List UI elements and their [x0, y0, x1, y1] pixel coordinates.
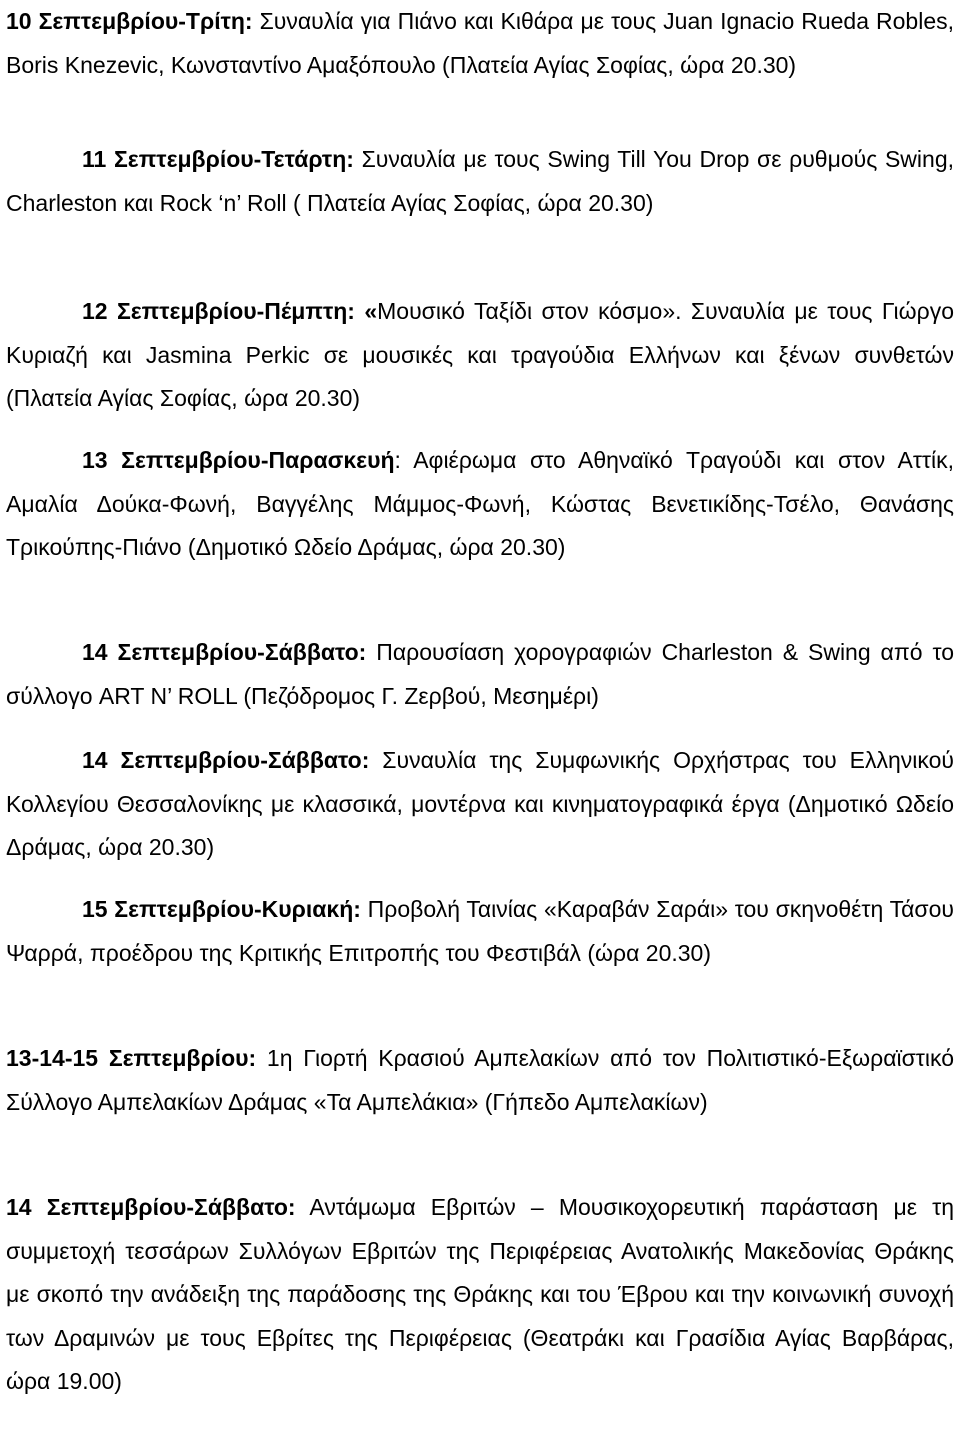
event-date-label: 10 Σεπτεμβρίου-Τρίτη: — [6, 8, 253, 34]
event-entry — [6, 138, 954, 225]
event-entry — [6, 0, 954, 87]
event-date-label: 13-14-15 Σεπτεμβρίου: — [6, 1045, 257, 1071]
event-description: Συναυλία για Πιάνο και Κιθάρα με τους Juan Ignacio Rueda Robles, Boris Knezevic, Κωνσταντίνο Αμαξόπουλο (Πλατεία Αγίας Σοφίας, ώρα 20.30) — [6, 8, 955, 78]
event-date-label: 14 Σεπτεμβρίου-Σάββατο: — [82, 639, 367, 665]
event-entry — [6, 1037, 954, 1124]
event-description: Συναυλία της Συμφωνικής Ορχήστρας του Ελληνικού Κολλεγίου Θεσσαλονίκης με κλασσικά, μοντέρνα και κινηματογραφικά έργα (Δημοτικό Ωδείο Δράμας, ώρα 20.30) — [6, 747, 954, 860]
event-description: Συναυλία με τους Swing Till You Drop σε ρυθμούς Swing, Charleston και Rock ‘n’ Roll ( Πλατεία Αγίας Σοφίας, ώρα 20.30) — [6, 146, 955, 216]
event-description: 1η Γιορτή Κρασιού Αμπελακίων από τον Πολιτιστικό-Εξωραϊστικό Σύλλογο Αμπελακίων Δράμας «Τα Αμπελάκια» (Γήπεδο Αμπελακίων) — [6, 1045, 954, 1115]
event-description: Μουσικό Ταξίδι στον κόσμο». Συναυλία με τους Γιώργο Κυριαζή και Jasmina Perkic σε μουσικές και τραγούδια Ελλήνων και ξένων συνθετών (Πλατεία Αγίας Σοφίας, ώρα 20.30) — [6, 298, 954, 411]
event-entry — [6, 439, 954, 570]
event-date-label: 15 Σεπτεμβρίου-Κυριακή: — [82, 896, 361, 922]
event-description: Παρουσίαση χορογραφιών Charleston & Swing από το σύλλογο ART N’ ROLL (Πεζόδρομος Γ. Ζερβού, Μεσημέρι) — [6, 639, 954, 709]
event-date-label: 12 Σεπτεμβρίου-Πέμπτη: « — [82, 298, 378, 324]
event-date-label: 13 Σεπτεμβρίου-Παρασκευή — [82, 447, 395, 473]
event-entry — [6, 739, 954, 870]
event-entry — [6, 888, 954, 975]
event-date-label: 11 Σεπτεμβρίου-Τετάρτη: — [82, 146, 354, 172]
event-date-label: 14 Σεπτεμβρίου-Σάββατο: — [82, 747, 370, 773]
event-description: Προβολή Ταινίας «Καραβάν Σαράι» του σκηνοθέτη Τάσου Ψαρρά, προέδρου της Κριτικής Επιτροπής του Φεστιβάλ (ώρα 20.30) — [6, 896, 954, 966]
event-date-label: 14 Σεπτεμβρίου-Σάββατο: — [6, 1194, 296, 1220]
event-description: : Αφιέρωμα στο Αθηναϊκό Τραγούδι και στον Αττίκ, Αμαλία Δούκα-Φωνή, Βαγγέλης Μάμμος-Φωνή, Κώστας Βενετικίδης-Τσέλο, Θανάσης Τρικούπης-Πιάνο (Δημοτικό Ωδείο Δράμας, ώρα 20.30) — [6, 447, 954, 560]
event-description: Αντάμωμα Εβριτών – Μουσικοχορευτική παράσταση με τη συμμετοχή τεσσάρων Συλλόγων Εβριτών της Περιφέρειας Ανατολικής Μακεδονίας Θράκης με σκοπό την ανάδειξη της παράδοσης της Θράκης και του Έβρου και την κοινωνική συνοχή των Δραμινών με τους Εβρίτες της Περιφέρειας (Θεατράκι και Γρασίδια Αγίας Βαρβάρας, ώρα 19.00) — [6, 1194, 954, 1394]
event-entry — [6, 631, 954, 718]
event-entry — [6, 290, 954, 421]
event-entry — [6, 1186, 954, 1404]
